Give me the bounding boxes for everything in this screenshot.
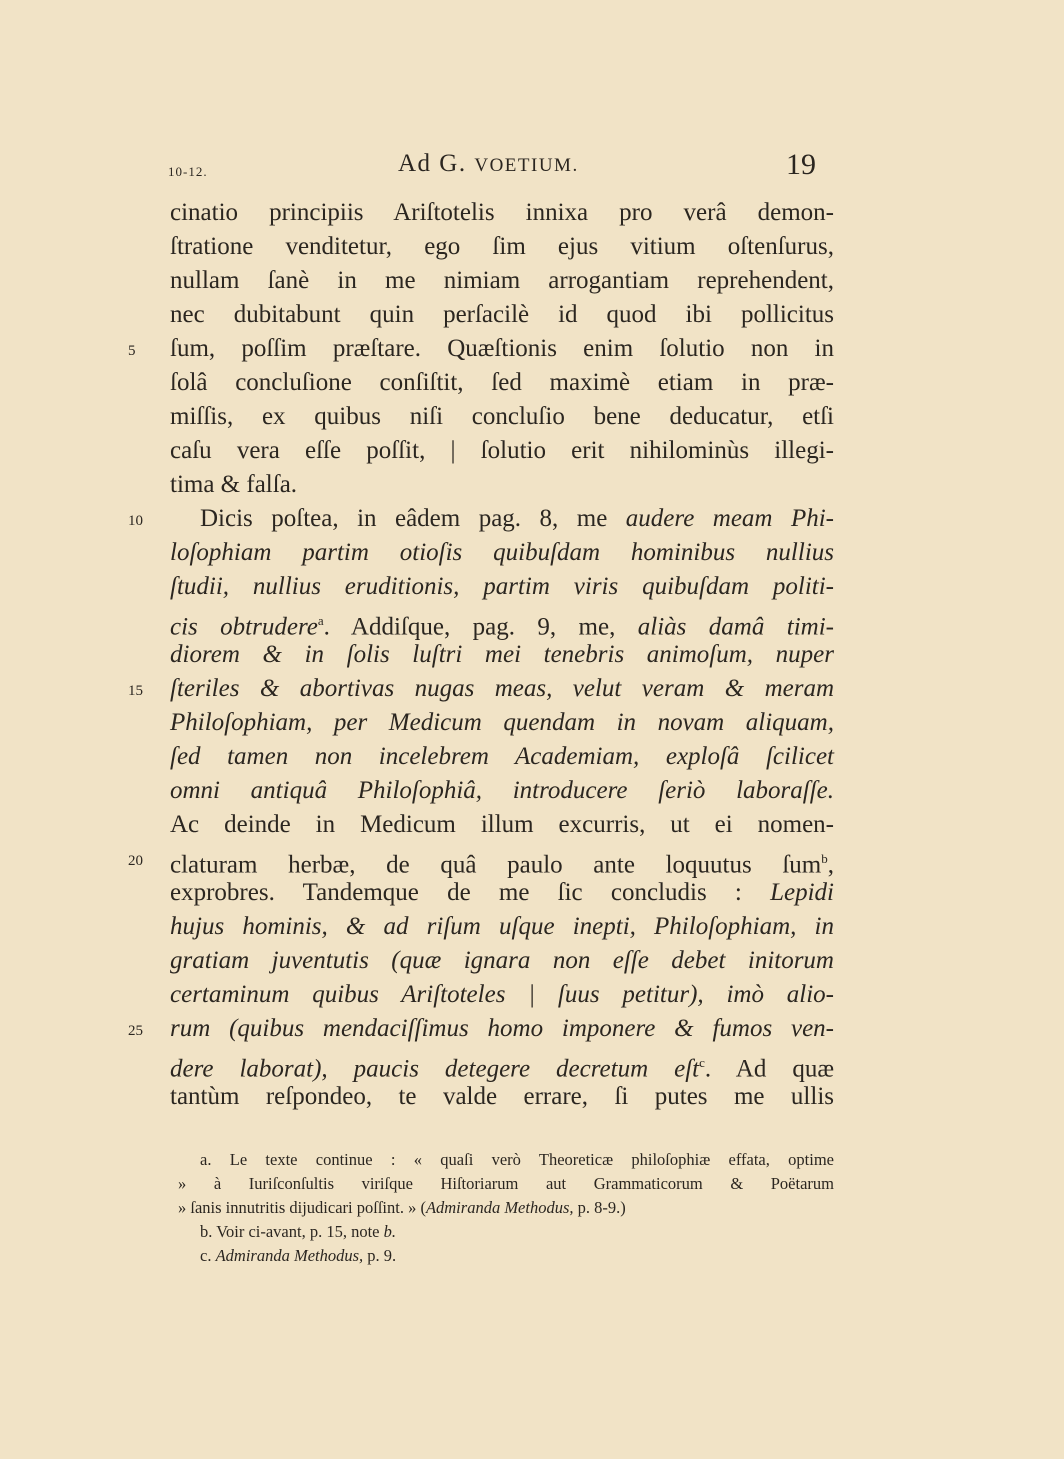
text-line: nullam ſanè in me nimiam arrogantiam reprehendent, [170,267,834,294]
text-line: cinatio principiis Ariſtotelis innixa pro verâ demon- [170,199,834,226]
text-line: nec dubitabunt quin perſacilè id quod ibi pollicitus [170,301,834,328]
text-line-italic [170,740,834,774]
text-italic: Philoſophiam, per Medicum quendam in novam aliquam, [170,709,834,736]
running-title-smallcaps: VOETIUM. [474,155,579,176]
text-line [200,502,834,536]
line-number: 5 [128,343,136,359]
text-line-italic [170,536,834,570]
footnote-marker-b: b [821,851,828,866]
text-italic: Lepidi [770,879,835,906]
text-roman: Dicis poſtea, in eâdem pag. 8, me [200,505,608,532]
text-roman: . Addiſque, pag. 9, me, [323,613,616,641]
running-header [0,150,1064,186]
text-line-italic [170,910,834,944]
chapter-range: 10-12. [168,164,208,179]
footnote-a-line3 [178,1196,626,1220]
text-line: ſtratione venditetur, ego ſim ejus vitium oſtenſurus, [170,233,834,260]
text-line: Ac deinde in Medicum illum excurris, ut ei nomen- [170,811,834,838]
text-roman: . Ad quæ [704,1055,835,1083]
text-line-italic [170,978,834,1012]
text-line [170,842,834,879]
text-italic: aliàs damâ timi- [637,613,834,641]
text-line: miſſis, ex quibus niſi concluſio bene deducatur, etſi [170,403,834,430]
text-italic: omni antiquâ Philoſophiâ, introducere ſeriò laboraſſe. [170,777,834,804]
text-line: caſu vera eſſe poſſit, | ſolutio erit nihilominùs illegi- [170,437,834,464]
text-line-italic [170,944,834,978]
footnote-a-line1: a. Le texte continue : « quaſi verò Theoreticæ philoſophiæ effata, optime [200,1150,834,1169]
fn-roman: p. 8-9.) [573,1198,626,1217]
text-line-italic [170,1012,834,1046]
footnote-b [200,1220,396,1244]
text-italic: dere laborat), paucis detegere decretum eſt [170,1055,700,1083]
text-line-italic [170,638,834,672]
running-title [398,150,579,178]
text-roman: exprobres. Tandemque de me ſic concludis : [170,879,742,906]
text-line: tima & falſa. [170,471,298,498]
text-roman: claturam herbæ, de quâ paulo ante loquutus ſum [170,851,822,879]
fn-roman: b. Voir ci-avant, p. 15, note [200,1222,384,1241]
text-italic: loſophiam partim otioſis quibuſdam hominibus nullius [170,539,834,566]
fn-italic: Admiranda Methodus, [425,1198,574,1217]
line-number: 20 [128,853,143,869]
fn-roman: c. [200,1246,216,1265]
footnote-marker-a: a [317,613,324,628]
text-line-italic [170,672,834,706]
text-line [170,876,834,910]
text-italic: hujus hominis, & ad riſum uſque inepti, Philoſophiam, in [170,913,834,940]
text-italic: cis obtrudere [170,613,318,641]
footnote-a-line2: » à Iuriſconſultis viriſque Hiſtoriarum aut Grammaticorum & Poëtarum [178,1174,834,1193]
text-line [170,604,834,641]
line-number: 15 [128,683,143,699]
fn-italic: Admiranda Methodus, [215,1246,364,1265]
line-number: 25 [128,1023,143,1039]
text-line [170,1046,835,1083]
text-line-italic [170,570,834,604]
text-line: ſum, poſſim præſtare. Quæſtionis enim ſolutio non in [170,335,834,362]
text-line-italic [170,706,834,740]
text-italic: diorem & in ſolis luſtri mei tenebris animoſum, nuper [170,641,834,668]
text-line: ſolâ concluſione conſiſtit, ſed maximè etiam in præ- [170,369,834,396]
text-italic: rum (quibus mendaciſſimus homo imponere & fumos ven- [170,1015,834,1042]
line-number: 10 [128,513,143,529]
footnote-c [200,1244,396,1268]
fn-roman: p. 9. [363,1246,397,1265]
footnote-marker-c: c [699,1055,705,1070]
text-italic: audere meam Phi- [625,505,834,532]
fn-roman: » ſanis innutritis dijudicari poſſint. » ( [178,1198,426,1217]
fn-italic: b. [383,1222,396,1241]
text-line: tantùm reſpondeo, te valde errare, ſi putes me ullis [170,1083,834,1110]
text-italic: ſtudii, nullius eruditionis, partim viris quibuſdam politi- [170,573,834,600]
page-number: 19 [786,148,816,181]
text-italic: ſteriles & abortivas nugas meas, velut veram & meram [170,675,834,702]
text-roman: , [827,851,834,879]
text-italic: gratiam juventutis (quæ ignara non eſſe debet initorum [170,947,834,974]
text-italic: certaminum quibus Ariſtoteles | ſuus petitur), imò alio- [170,981,834,1008]
running-title-prefix: Ad G. [398,150,475,177]
text-line-italic [170,774,834,808]
text-italic: ſed tamen non incelebrem Academiam, exploſâ ſcilicet [170,743,834,770]
